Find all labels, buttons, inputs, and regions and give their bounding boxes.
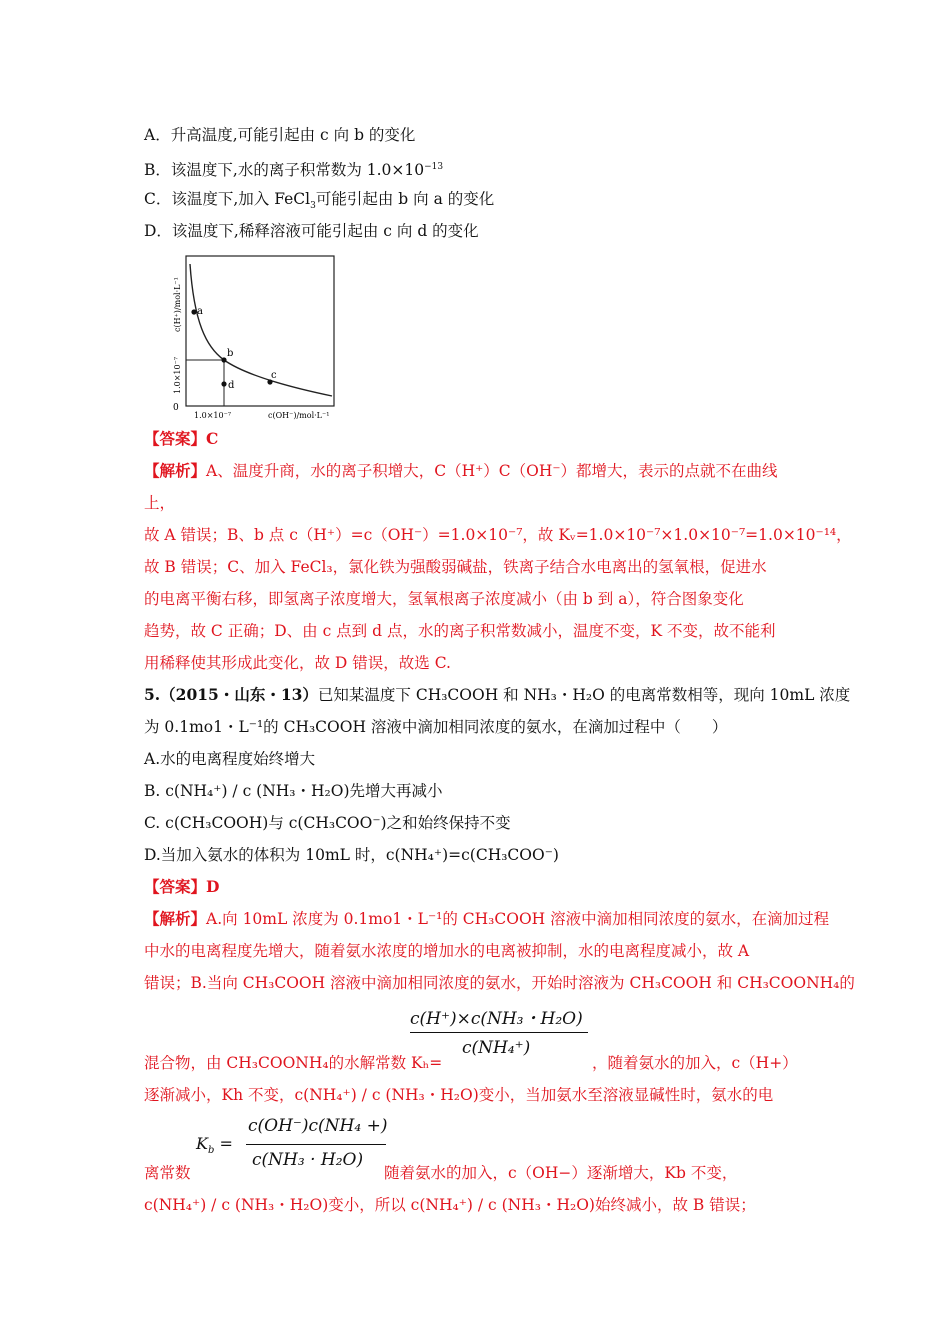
q5-analysis-tag: 【解析】 [144,909,207,928]
kh-numerator: c(H⁺)×c(NH₃・H₂O) [410,1009,583,1029]
q4-option-c-tail: 可能引起由 b 向 a 的变化 [315,190,495,208]
q5-option-c: C. c(CH₃COOH)与 c(CH₃COO⁻)之和始终保持不变 [144,814,511,832]
q4-analysis-line-7: 用稀释使其形成此变化，故 D 错误，故选 C. [144,654,451,672]
q4-analysis-text-1: A、温度升商，水的离子积增大，C（H⁺）C（OH⁻）都增大，表示的点就不在曲线 [206,462,778,480]
kb-lhs: $K_b$ = [196,1134,233,1157]
label-d: d [228,380,235,391]
q4-option-d: D．该温度下,稀释溶液可能引起由 c 向 d 的变化 [144,222,479,240]
q5-stem-rest: 已知某温度下 CH₃COOH 和 NH₃・H₂O 的电离常数相等，现向 10mL 浓度 [317,686,851,704]
kb-denominator: c(NH₃ · H₂O) [252,1150,364,1170]
q5-analysis-text-1: A.向 10mL 浓度为 0.1mo1・L⁻¹的 CH₃COOH 溶液中滴加相同浓度的氨水，在滴加过程 [206,910,830,928]
q4-option-b [144,156,443,181]
q4-answer-value: C [206,429,219,448]
kb-formula [196,1116,396,1178]
q4-option-c [144,188,494,217]
kb-lhs-symbol: K [196,1134,208,1153]
label-a: a [197,306,203,317]
point-b [221,357,226,362]
q5-analysis-line-1 [144,908,829,930]
q4-analysis-line-5: 的电离平衡右移，即氢离子浓度增大，氢氧根离子浓度减小（由 b 到 a），符合图象变化 [144,590,744,608]
q5-analysis-line-3: 错误；B.当向 CH₃COOH 溶液中滴加相同浓度的氨水，开始时溶液为 CH₃COOH 和 CH₃COONH₄的 [144,974,855,992]
x-axis-label: c(OH⁻)/mol·L⁻¹ [268,411,330,420]
q5-analysis-line-4: 混合物，由 CH₃COONH₄的水解常数 Kₕ= [144,1054,443,1072]
q5-analysis-line-2: 中水的电离程度先增大，随着氨水浓度的增加水的电离被抑制，水的电离程度减小，故 A [144,942,750,960]
q5-answer-value: D [206,877,220,896]
kb-fraction-bar [246,1144,386,1145]
kb-lhs-sub: b [207,1145,215,1157]
q5-stem-line-1 [144,684,850,706]
q5-option-d: D.当加入氨水的体积为 10mL 时，c(NH₄⁺)=c(CH₃COO⁻) [144,846,559,864]
q5-analysis-line-6b: 随着氨水的加入，c（OH−）逐渐增大，Kb 不变， [384,1164,738,1182]
q4-option-c-text: C．该温度下,加入 FeCl [144,190,311,208]
q5-analysis-line-6: 离常数 [144,1164,191,1182]
q4-option-a: A．升高温度,可能引起由 c 向 b 的变化 [144,126,416,144]
q4-answer [144,428,218,450]
kh-fraction-bar [410,1032,588,1033]
q4-analysis-line-4: 故 B 错误；C、加入 FeCl₃，氯化铁为强酸弱碱盐，铁离子结合水电离出的氢氧根，促进水 [144,558,767,576]
y-tick-label: 1.0×10⁻⁷ [173,356,182,394]
x-tick-label: 1.0×10⁻⁷ [194,411,232,420]
q5-analysis-line-4b: ，随着氨水的加入，c（H+） [592,1054,798,1072]
q4-option-b-text: B．该温度下,水的离子积常数为 1.0×10 [144,161,425,180]
q4-analysis-line-6: 趋势，故 C 正确；D、由 c 点到 d 点，水的离子积常数减小，温度不变，K 不变，故不能利 [144,622,776,640]
q4-option-c-sub: 3 [310,201,316,212]
kh-denominator: c(NH₄⁺) [462,1038,531,1058]
ion-product-graph [144,252,364,422]
isotherm-curve [190,264,332,396]
q5-answer [144,876,219,898]
q4-answer-tag: 【答案】 [144,429,207,448]
kb-numerator: c(OH⁻)c(NH₄ +) [248,1116,388,1136]
q4-analysis-line-1 [144,460,778,482]
q5-option-b: B. c(NH₄⁺) / c (NH₃・H₂O)先增大再减小 [144,782,443,800]
point-d [221,381,226,386]
q5-option-a: A.水的电离程度始终增大 [144,750,316,768]
q4-analysis-line-2: 上， [144,494,176,512]
point-a [191,309,196,314]
label-c: c [271,370,277,381]
graph-origin: 0 [173,403,179,413]
q5-analysis-line-5: 逐渐减小，Kh 不变，c(NH₄⁺) / c (NH₃・H₂O)变小，当加氨水至溶液显碱性时，氨水的电 [144,1086,774,1104]
q5-stem-line-2: 为 0.1mo1・L⁻¹的 CH₃COOH 溶液中滴加相同浓度的氨水，在滴加过程中（ ） [144,718,728,736]
label-b: b [227,348,234,359]
q4-analysis-tag: 【解析】 [144,461,207,480]
q5-number: 5.（2015・山东・13） [144,685,318,704]
q5-answer-tag: 【答案】 [144,877,207,896]
q4-option-b-exp: −13 [424,162,444,172]
q5-analysis-line-7: c(NH₄⁺) / c (NH₃・H₂O)变小，所以 c(NH₄⁺) / c (NH₃・H₂O)始终减小，故 B 错误； [144,1196,756,1214]
y-axis-label: c(H⁺)/mol·L⁻¹ [173,277,182,332]
q4-analysis-line-3: 故 A 错误；B、b 点 c（H⁺）=c（OH⁻）=1.0×10⁻⁷，故 Kᵥ=1.0×10⁻⁷×1.0×10⁻⁷=1.0×10⁻¹⁴， [144,526,852,544]
